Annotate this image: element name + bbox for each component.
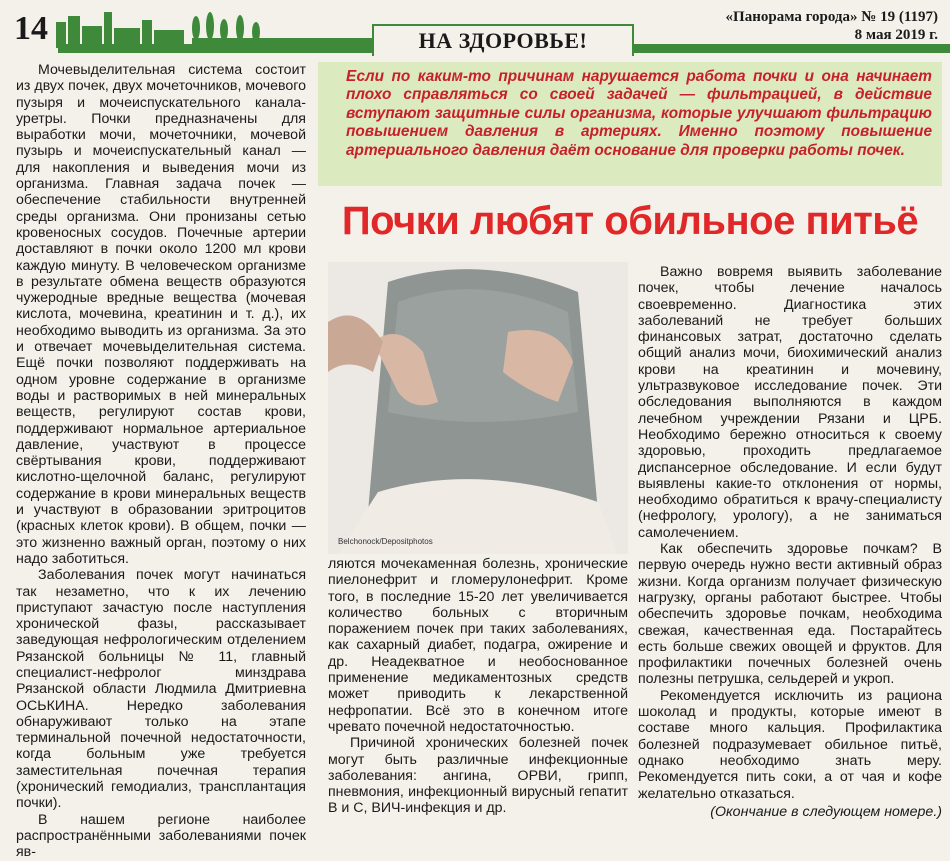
paragraph: Важно вовремя выявить заболевание почек, чтобы лечение началось своевременно. Диагностика этих заболеваний не требует больших финансовых затрат, достаточно сделать общий анализ мочи, биохимический анализ крови на креатинин и мочевину, ультразвуковое исследование почек. Эти обследования выполняются в каждом лечебном учреждении Рязани и ЦРБ. Необходимо бережно относиться к своему здоровью, проходить предлагаемое диспансерное обследование. И если будут выявлены какие-то отклонения от нормы, необходимо обратиться к врачу-специалисту (нефрологу, урологу), а не заниматься самолечением. (638, 264, 942, 541)
continuation-note: (Окончание в следующем номере.) (710, 803, 942, 820)
paragraph: Рекомендуется исключить из рациона шоколад и продукты, которые имеют в составе много кальция. Профилактика болезней подразумевает обильное питьё, однако необходимо знать меру. Рекомендуется пить соки, а от чая и кофе желательно отказаться. (638, 687, 942, 802)
paragraph: Заболевания почек могут начинаться так незаметно, что к их лечению приступают зачастую после наступления хронической фазы, рассказывает заведующая нефрологическим отделением Рязанской больницы № 11, главный специалист-нефролог минздрава Рязанской области Людмила Дмитриевна ОСЬКИНА. Нередко заболевания обнаруживают только на этапе терминальной почечной недостаточности, когда больным уже требуется заместительная почечная терапия (хронический гемодиализ, трансплантация почки). (16, 567, 306, 812)
issue-line: «Панорама города» № 19 (1197) (725, 9, 938, 25)
photo-credit: Belchonock/Depositphotos (338, 537, 433, 546)
issue-info (726, 8, 938, 44)
page-number: 14 (14, 10, 48, 47)
city-skyline-graphic (56, 8, 376, 48)
section-title: НА ЗДОРОВЬЕ! (372, 24, 634, 56)
back-pain-photo (328, 262, 628, 554)
right-column (638, 264, 942, 820)
paragraph: Как обеспечить здоровье почкам? В первую очередь нужно вести активный образ жизни. Когда организм получает физическую нагрузку, органы работают быстрее. Чтобы обеспечить здоровье почкам, необходима свежая, качественная еда. Постарайтесь есть больше свежих овощей и фруктов. Для профилактики почечных болезней очень полезны петрушка, сельдерей и укроп. (638, 541, 942, 688)
article-headline: Почки любят обильное питьё (341, 199, 919, 243)
page-header (0, 0, 950, 58)
paragraph: В нашем регионе наиболее распространёнными заболеваниями почек яв- (16, 811, 306, 861)
left-column (16, 62, 306, 861)
issue-date: 8 мая 2019 г. (854, 27, 938, 43)
paragraph: Мочевыделительная система состоит из двух почек, двух мочеточников, мочевого пузыря и мочеиспускательного канала-уретры. Почки предназначены для выработки мочи, мочеточники, мочевой пузырь и мочеиспускательный канал — для накопления и выведения мочи из организма. Главная задача почек — обеспечение стабильности внутренней среды организма. Они пронизаны сетью кровеносных сосудов. Почечные артерии доставляют в почки около 1200 мл крови каждую минуту. В человеческом организме в результате обмена веществ образуются чужеродные вредные вещества (мочевая кислота, мочевина, креатинин и т. д.), их необходимо выводить из организма. За это и отвечает мочевыделительная система. Ещё почки позволяют поддерживать на одном уровне содержание в организме воды и растворимых в ней минеральных веществ, регулируют состав крови, поддерживают нормальное артериальное давление, участвуют в процессе свёртывания крови, поддерживают кислотно-щелочной баланс, регулируют содержание в крови минеральных веществ и участвуют в образовании эритроцитов (красных клеток крови). В общем, почки — это жизненно важный орган, поэтому о них надо заботиться. (16, 62, 306, 567)
photo-illustration (328, 262, 628, 554)
paragraph: Причиной хронических болезней почек могут быть различные инфекционные заболевания: ангина, ОРВИ, грипп, пневмония, инфекционный вирусный гепатит В и С, ВИЧ-инфекция и др. (328, 735, 628, 817)
middle-column (328, 556, 628, 817)
paragraph: ляются мочекаменная болезнь, хронические пиелонефрит и гломерулонефрит. Кроме того, в последние 15-20 лет увеличивается количество больных с вторичным поражением почек при таких заболеваниях, как сахарный диабет, подагра, ожирение и др. Неадекватное и необоснованное применение медикаментозных средств может приводить к лекарственной нефропатии. Всё это в конечном итоге чревато почечной недостаточностью. (328, 556, 628, 735)
article-lead: Если по каким-то причинам нарушается работа почки и она начинает плохо справляться со своей задачей — фильтрацией, в действие вступают защитные силы организма, которые улучшают фильтрацию повышением давления в артериях. Именно поэтому повышение артериального давления даёт основание для проверки работы почек. (318, 62, 942, 186)
